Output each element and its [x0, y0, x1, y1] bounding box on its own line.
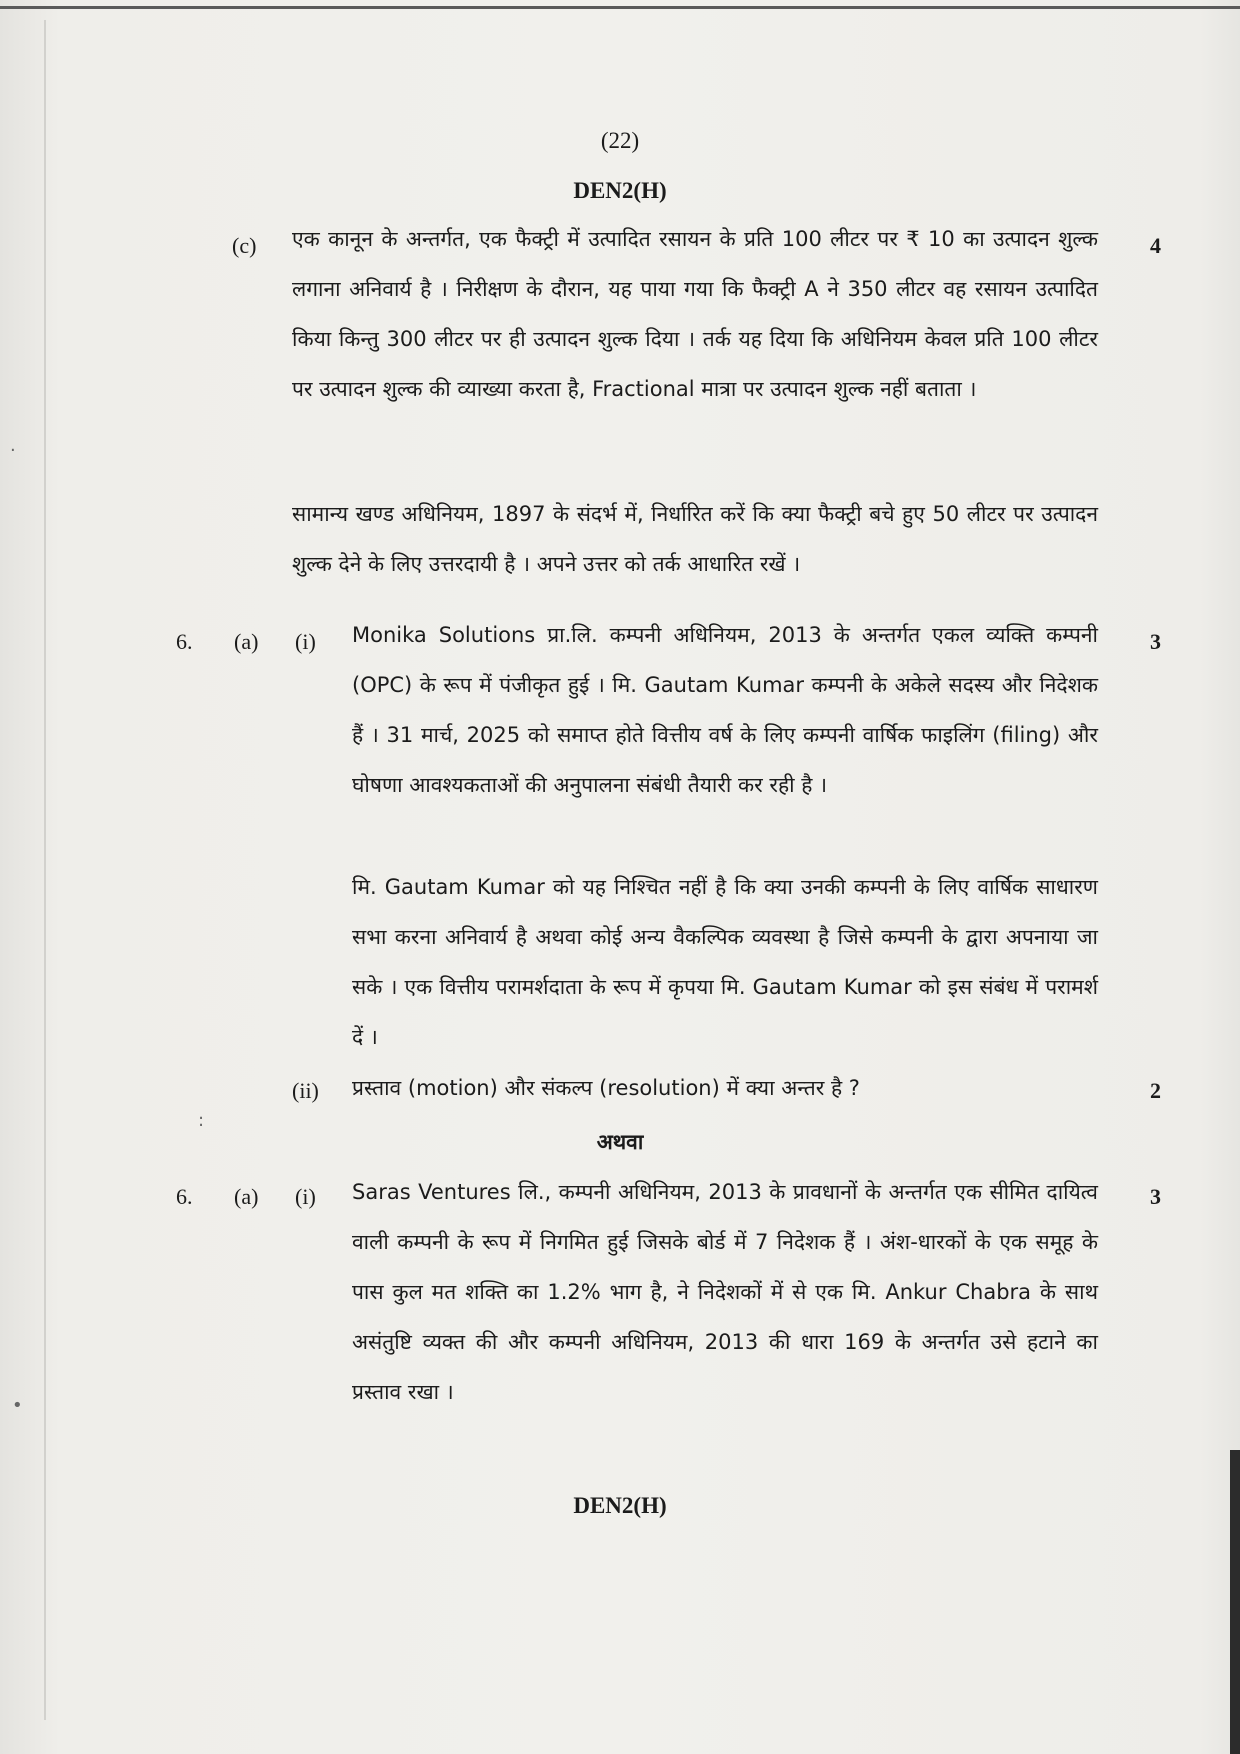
question-6a-i-marks: 3 — [1150, 629, 1161, 654]
question-6a-alt-i-paragraph: Saras Ventures लि., कम्पनी अधिनियम, 2013 के प्रावधानों के अन्तर्गत एक सीमित दायित्व वाली कम्पनी के रूप में निगमित हुई जिसके बोर्ड में 7 निदेशक हैं । अंश-धारकों के एक समूह के पास कुल मत शक्ति का 1.2% भाग है, ने निदेशकों में से एक मि. Ankur Chabra के साथ असंतुष्टि व्यक्त की और कम्पनी अधिनियम, 2013 की धारा 169 के अन्तर्गत उसे हटाने का प्रस्ताव रखा । — [352, 1180, 1098, 1404]
scan-dot: · — [10, 440, 16, 461]
question-6a-i-paragraph-2: मि. Gautam Kumar को यह निश्चित नहीं है कि क्या उनकी कम्पनी के लिए वार्षिक साधारण सभा करना अनिवार्य है अथवा कोई अन्य वैकल्पिक व्यवस्था है जिसे कम्पनी के द्वारा अपनाया जा सके । एक वित्तीय परामर्शदाता के रूप में कृपया मि. Gautam Kumar को इस संबंध में परामर्श दें । — [352, 875, 1098, 1049]
scan-dot: : — [198, 1110, 205, 1131]
page-number: (22) — [600, 128, 640, 153]
question-6a-ii-label: (ii) — [292, 1078, 319, 1103]
paper-code-footer: DEN2(H) — [573, 1493, 667, 1518]
question-6-number: 6. — [176, 629, 193, 654]
question-6a-alt-i-marks: 3 — [1150, 1184, 1161, 1209]
question-6a-ii-marks: 2 — [1150, 1078, 1161, 1103]
question-5c-paragraph-2: सामान्य खण्ड अधिनियम, 1897 के संदर्भ में, निर्धारित करें कि क्या फैक्ट्री बचे हुए 50 लीटर पर उत्पादन शुल्क देने के लिए उत्तरदायी है । अपने उत्तर को तर्क आधारित रखें । — [292, 502, 1098, 576]
question-6a-ii-text: प्रस्ताव (motion) और संकल्प (resolution) में क्या अन्तर है ? — [352, 1076, 860, 1100]
question-6a-alt-label: (a) — [234, 1184, 259, 1209]
top-rule — [0, 6, 1240, 9]
scan-dot: • — [12, 1395, 23, 1416]
question-5c-marks: 4 — [1150, 233, 1161, 258]
question-5c-paragraph-1: एक कानून के अन्तर्गत, एक फैक्ट्री में उत्पादित रसायन के प्रति 100 लीटर पर ₹ 10 का उत्पादन शुल्क लगाना अनिवार्य है । निरीक्षण के दौरान, यह पाया गया कि फैक्ट्री A ने 350 लीटर वह रसायन उत्पादित किया किन्तु 300 लीटर पर ही उत्पादन शुल्क दिया । तर्क यह दिया कि अधिनियम केवल प्रति 100 लीटर पर उत्पादन शुल्क की व्याख्या करता है, Fractional मात्रा पर उत्पादन शुल्क नहीं बताता । — [292, 227, 1098, 401]
question-6a-label: (a) — [234, 629, 259, 654]
question-6a-i-label: (i) — [295, 629, 316, 654]
paper-code-header: DEN2(H) — [573, 178, 667, 203]
question-6a-alt-i-label: (i) — [295, 1184, 316, 1209]
question-6-alt-number: 6. — [176, 1184, 193, 1209]
left-page-edge — [44, 20, 46, 1720]
question-5c-label: (c) — [232, 233, 257, 258]
or-heading: अथवा — [596, 1130, 644, 1154]
question-6a-i-paragraph-1: Monika Solutions प्रा.लि. कम्पनी अधिनियम, 2013 के अन्तर्गत एकल व्यक्ति कम्पनी (OPC) के रूप में पंजीकृत हुई । मि. Gautam Kumar कम्पनी के अकेले सदस्य और निदेशक हैं । 31 मार्च, 2025 को समाप्त होते वित्तीय वर्ष के लिए कम्पनी वार्षिक फाइलिंग (filing) और घोषणा आवश्यकताओं की अनुपालना संबंधी तैयारी कर रही है । — [352, 623, 1098, 797]
